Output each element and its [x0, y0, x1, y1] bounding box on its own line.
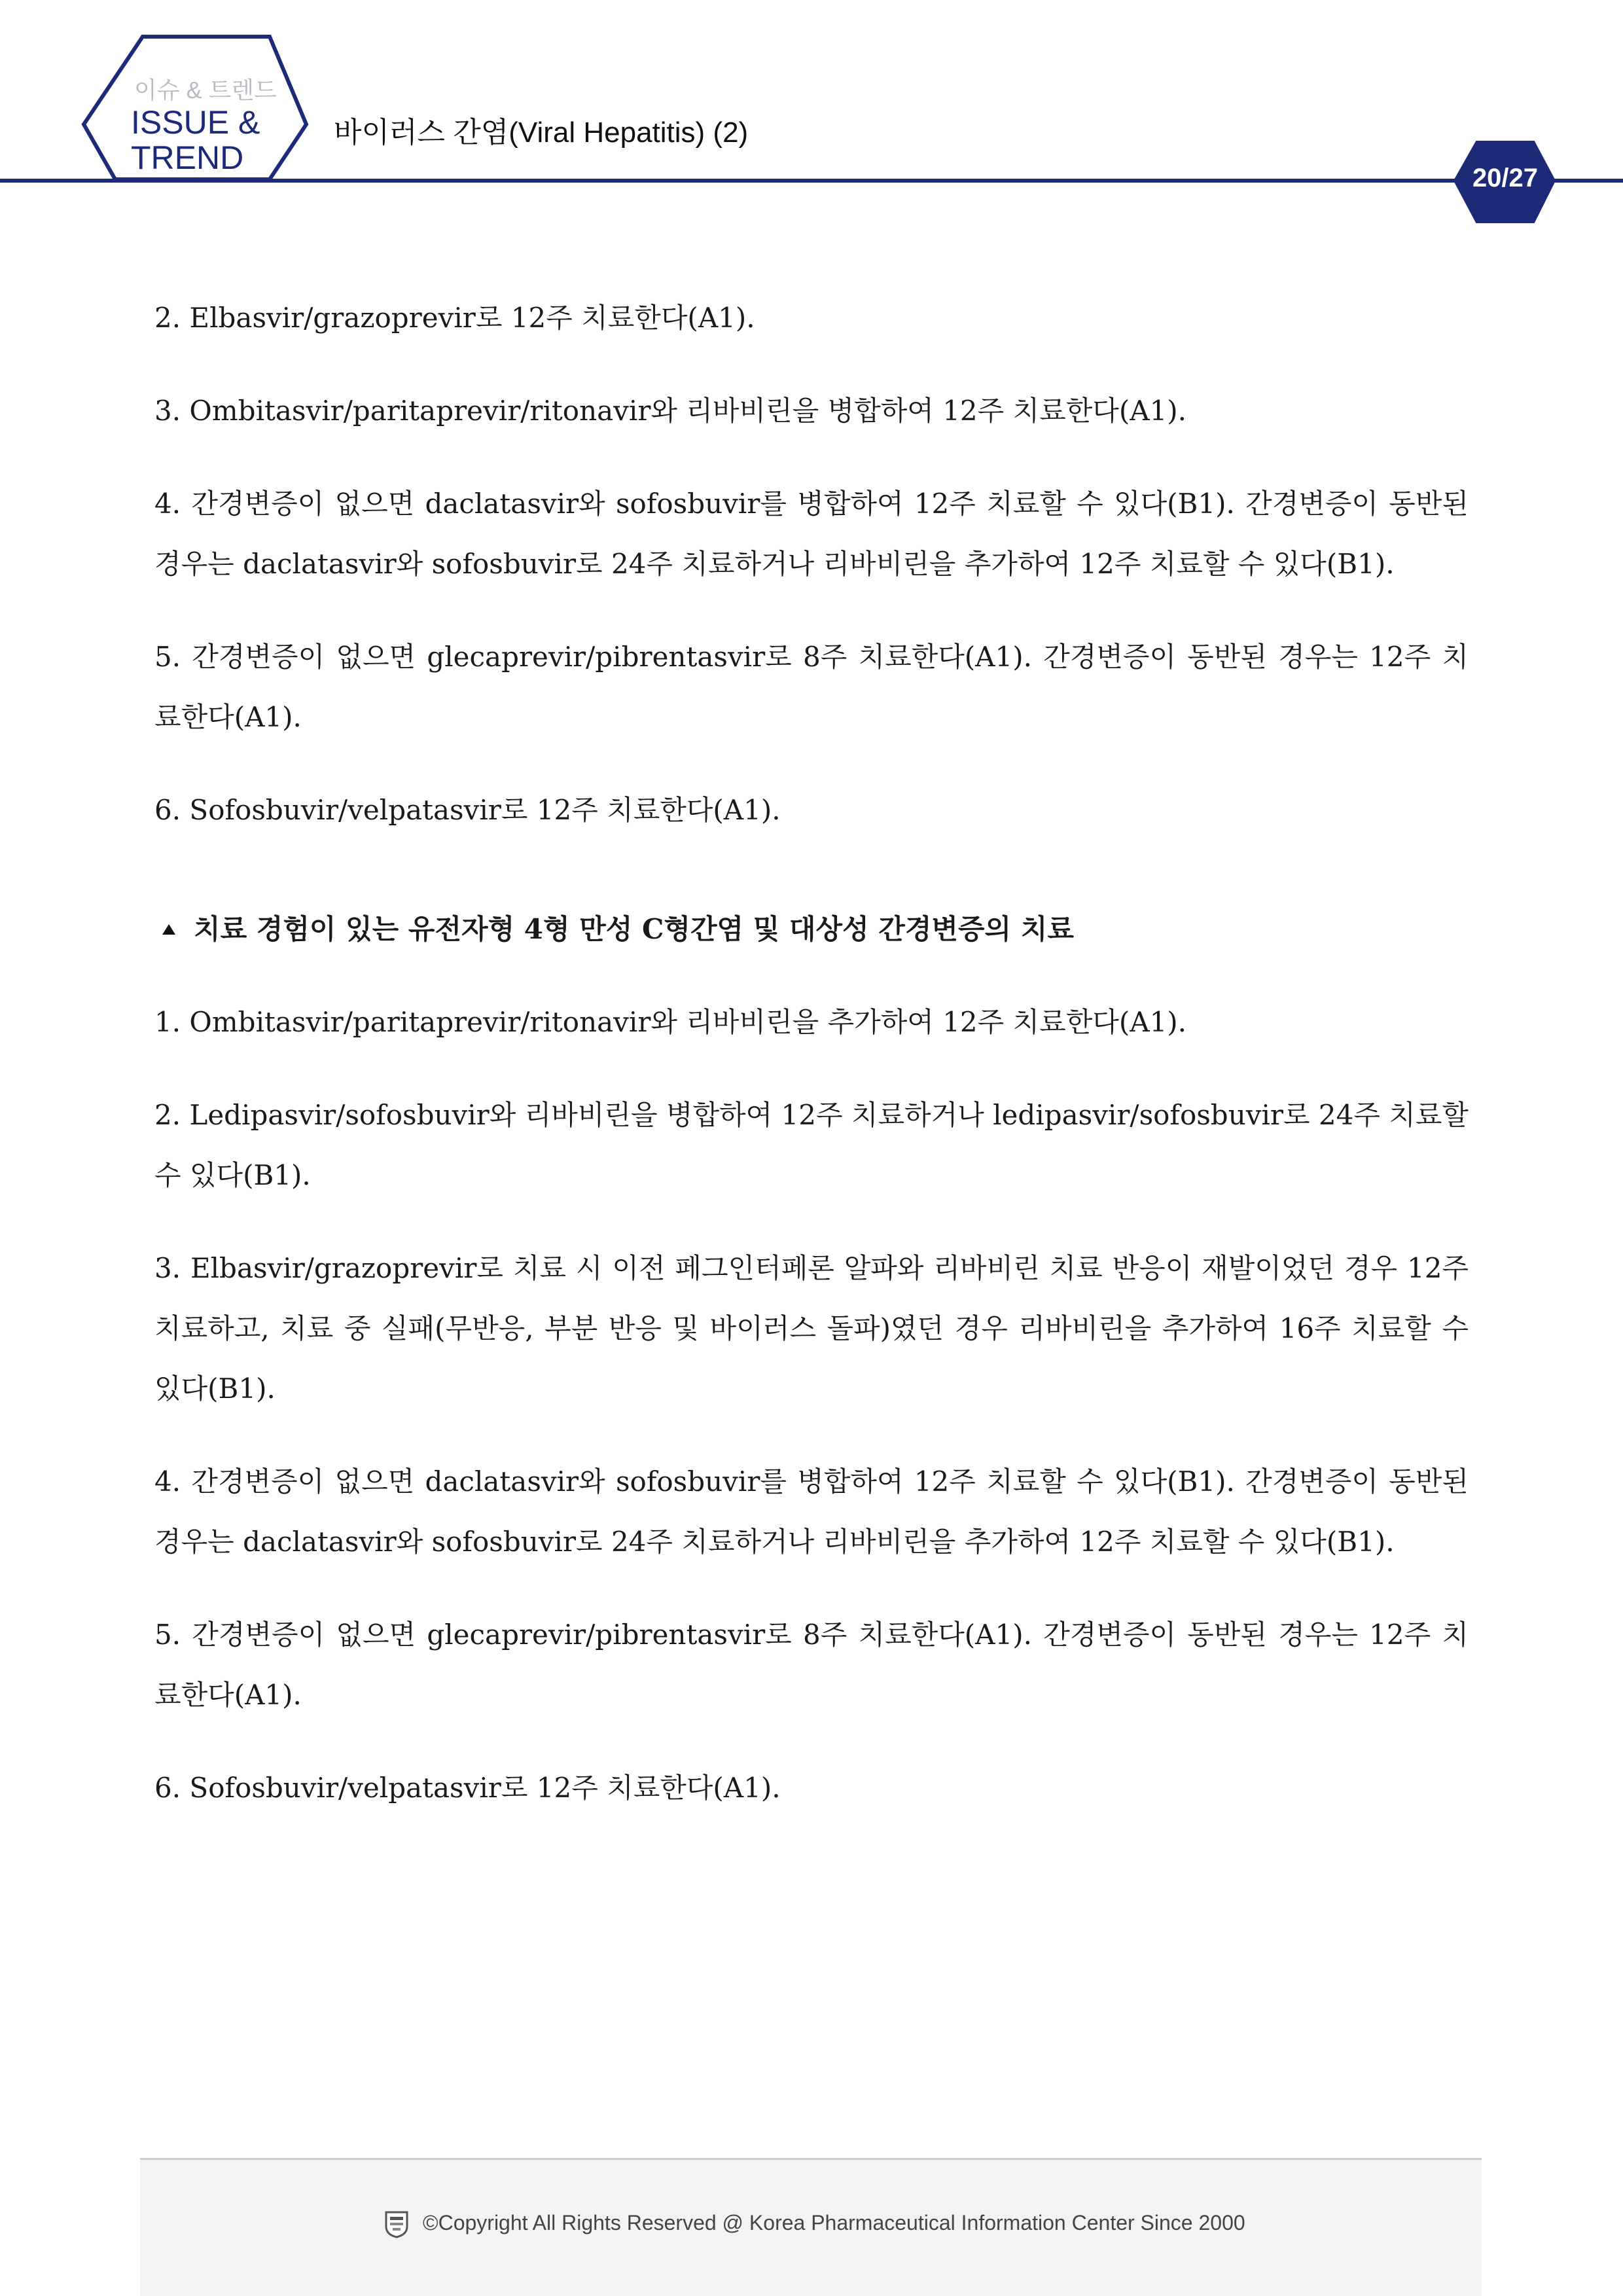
- badge-korean-label: 이슈 & 트렌드: [134, 77, 277, 103]
- kpic-shield-logo-icon: [385, 2211, 408, 2238]
- page-number: 20/27: [1472, 164, 1539, 192]
- list-item: 4. 간경변증이 없으면 daclatasvir와 sofosbuvir를 병합하여 12주 치료할 수 있다(B1). 간경변증이 동반된 경우는 daclatasvir와 sofosbuvir로 24주 치료하거나 리바비린을 추가하여 12주 치료할 수 있다(B1).: [154, 488, 1469, 580]
- list-item: 2. Ledipasvir/sofosbuvir와 리바비린을 병합하여 12주 치료하거나 ledipasvir/sofosbuvir로 24주 치료할 수 있다(B1).: [154, 1099, 1469, 1191]
- list-item: 2. Elbasvir/grazoprevir로 12주 치료한다(A1).: [154, 302, 755, 334]
- badge-line-1: ISSUE &: [131, 104, 260, 141]
- list-item: 5. 간경변증이 없으면 glecaprevir/pibrentasvir로 8주 치료한다(A1). 간경변증이 동반된 경우는 12주 치료한다(A1).: [154, 1619, 1469, 1711]
- list-item: 3. Elbasvir/grazoprevir로 치료 시 이전 페그인터페론 알파와 리바비린 치료 반응이 재발이었던 경우 12주 치료하고, 치료 중 실패(무반응, 부분 반응 및 바이러스 돌파)였던 경우 리바비린을 추가하여 16주 치료할 수 있다(B1).: [154, 1252, 1469, 1405]
- issue-trend-label: [130, 105, 283, 175]
- section-heading-text: 치료 경험이 있는 유전자형 4형 만성 C형간염 및 대상성 간경변증의 치료: [194, 913, 1074, 945]
- list-item: 5. 간경변증이 없으면 glecaprevir/pibrentasvir로 8주 치료한다(A1). 간경변증이 동반된 경우는 12주 치료한다(A1).: [154, 641, 1469, 733]
- document-title: 바이러스 간염(Viral Hepatitis) (2): [334, 117, 749, 149]
- document-body: [154, 288, 1469, 1851]
- triangle-bullet-icon: [162, 924, 175, 935]
- badge-line-2: TREND: [131, 139, 244, 176]
- list-item: 4. 간경변증이 없으면 daclatasvir와 sofosbuvir를 병합하여 12주 치료할 수 있다(B1). 간경변증이 동반된 경우는 daclatasvir와 sofosbuvir로 24주 치료하거나 리바비린을 추가하여 12주 치료할 수 있다(B1).: [154, 1465, 1469, 1558]
- list-item: 6. Sofosbuvir/velpatasvir로 12주 치료한다(A1).: [154, 794, 781, 826]
- section-heading: [154, 899, 1469, 960]
- list-item: 6. Sofosbuvir/velpatasvir로 12주 치료한다(A1).: [154, 1772, 781, 1804]
- list-item: 1. Ombitasvir/paritaprevir/ritonavir와 리바비린을 추가하여 12주 치료한다(A1).: [154, 1006, 1187, 1038]
- copyright-text: ©Copyright All Rights Reserved @ Korea Pharmaceutical Information Center Since 2000: [423, 2211, 1245, 2234]
- list-item: 3. Ombitasvir/paritaprevir/ritonavir와 리바비린을 병합하여 12주 치료한다(A1).: [154, 395, 1187, 427]
